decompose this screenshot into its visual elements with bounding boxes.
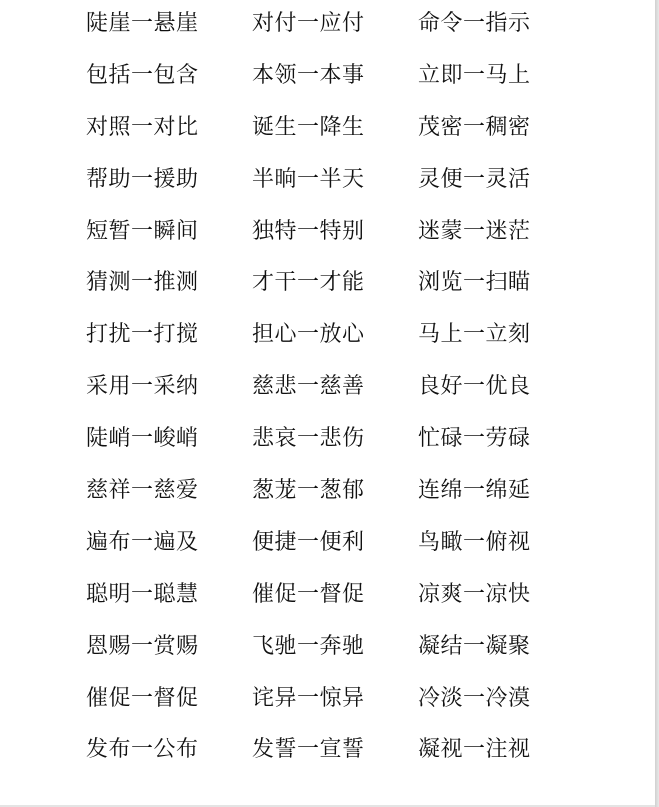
word-pair: 猜测一推测: [86, 270, 199, 296]
word-pair: 凝视一注视: [418, 737, 531, 763]
word-pair: 迷蒙一迷茫: [418, 218, 531, 244]
word-pair: 帮助一援助: [86, 166, 199, 192]
word-pair: 慈祥一慈爱: [86, 478, 199, 504]
word-pair: 包括一包含: [86, 62, 199, 88]
word-pair: 连绵一绵延: [418, 478, 531, 504]
word-pair: 灵便一灵活: [418, 166, 531, 192]
word-pair: 浏览一扫瞄: [418, 270, 531, 296]
word-pair: 独特一特别: [252, 218, 365, 244]
word-pair: 采用一采纳: [86, 374, 199, 400]
word-pair: 茂密一稠密: [418, 114, 531, 140]
word-pair: 对照一对比: [86, 114, 199, 140]
word-pair: 本领一本事: [252, 62, 365, 88]
word-pair: 发布一公布: [86, 737, 199, 763]
word-pair: 恩赐一赏赐: [86, 633, 199, 659]
word-pair: 聪明一聪慧: [86, 581, 199, 607]
word-pair: 马上一立刻: [418, 322, 531, 348]
synonym-grid: [86, 3, 584, 781]
word-pair: 诞生一降生: [252, 114, 365, 140]
word-pair: 凝结一凝聚: [418, 633, 531, 659]
word-pair: 凉爽一凉快: [418, 581, 531, 607]
word-pair: 冷淡一冷漠: [418, 685, 531, 711]
word-pair: 对付一应付: [252, 11, 365, 36]
word-pair: 命令一指示: [418, 11, 531, 36]
word-pair: 慈悲一慈善: [252, 374, 365, 400]
word-pair: 飞驰一奔驰: [252, 633, 365, 659]
word-pair: 立即一马上: [418, 62, 531, 88]
page-edge-divider: [655, 0, 659, 807]
word-pair: 陡崖一悬崖: [86, 11, 199, 36]
word-pair: 诧异一惊异: [252, 685, 365, 711]
word-pair: 催促一督促: [86, 685, 199, 711]
word-pair: 打扰一打搅: [86, 322, 199, 348]
word-pair: 短暂一瞬间: [86, 218, 199, 244]
word-pair: 陡峭一峻峭: [86, 426, 199, 452]
word-pair: 催促一督促: [252, 581, 365, 607]
word-pair: 良好一优良: [418, 374, 531, 400]
word-pair: 遍布一遍及: [86, 529, 199, 555]
word-pair: 悲哀一悲伤: [252, 426, 365, 452]
word-pair: 便捷一便利: [252, 529, 365, 555]
word-pair: 鸟瞰一俯视: [418, 529, 531, 555]
word-pair: 担心一放心: [252, 322, 365, 348]
word-pair: 忙碌一劳碌: [418, 426, 531, 452]
word-pair: 发誓一宣誓: [252, 737, 365, 763]
word-pair: 半晌一半天: [252, 166, 365, 192]
word-pair: 葱茏一葱郁: [252, 478, 365, 504]
word-pair: 才干一才能: [252, 270, 365, 296]
